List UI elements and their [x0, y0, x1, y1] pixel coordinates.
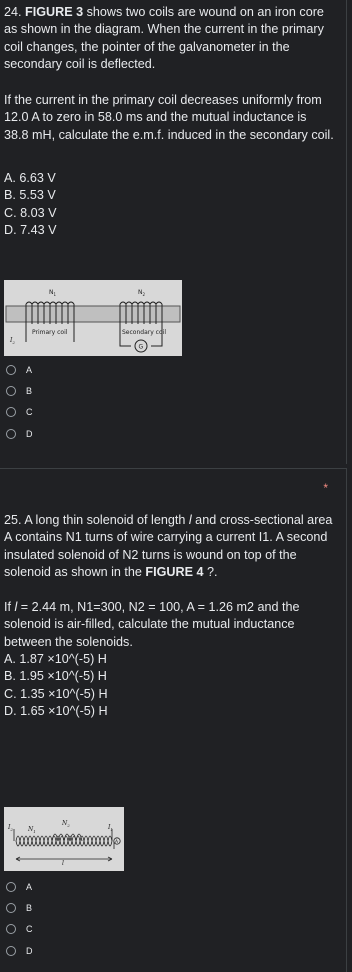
radio-label: D — [26, 429, 33, 439]
radio-option-a[interactable] — [6, 879, 126, 895]
figure-4-image — [4, 807, 124, 871]
option-text-d: D. 7.43 V — [4, 223, 57, 238]
option-text-b: B. 5.53 V — [4, 188, 56, 203]
figure4-i1-label: $I_1$ — [108, 824, 113, 832]
radio-option-c[interactable] — [6, 404, 126, 420]
figure3-galvanometer-label: G — [138, 343, 144, 351]
required-asterisk: * — [323, 481, 328, 495]
radio-label: C — [26, 924, 33, 934]
radio-label: C — [26, 407, 33, 417]
question-24-options-text — [4, 170, 334, 240]
option-text-c: C. 8.03 V — [4, 205, 57, 220]
intro-text-part: A long thin solenoid of length — [21, 513, 189, 527]
radio-option-b[interactable] — [6, 900, 126, 916]
radio-option-d[interactable] — [6, 943, 126, 959]
intro-text-part: ?. — [203, 565, 218, 580]
figure4-i2-label: $I_2$ — [8, 824, 13, 832]
radio-circle[interactable] — [6, 386, 16, 396]
radio-circle[interactable] — [6, 407, 16, 417]
radio-circle[interactable] — [6, 946, 16, 956]
option-text-a: A. 1.87 ×10^(-5) H — [4, 652, 107, 666]
radio-circle[interactable] — [6, 924, 16, 934]
figure-3-image — [4, 280, 182, 356]
question-24-intro — [4, 4, 334, 74]
figure4-n1-label: $N_1$ — [28, 826, 36, 834]
option-text-a: A. 6.63 V — [4, 171, 56, 185]
radio-circle[interactable] — [6, 882, 16, 892]
figure4-ammeter-label: A — [115, 840, 119, 845]
figure3-n2-label: $N_2$ — [138, 289, 146, 297]
question-24-card — [0, 0, 347, 464]
figure-reference: FIGURE 3 — [25, 5, 84, 19]
question-text-part: If — [4, 600, 15, 614]
question-25-intro — [4, 512, 334, 582]
figure4-n2-label: $N_2$ — [62, 820, 70, 828]
figure3-secondary-label: Secondary coil — [122, 329, 166, 336]
question-24-text — [4, 92, 334, 144]
figure3-current-label: $I_2$ — [10, 337, 15, 345]
option-text-b: B. 1.95 ×10^(-5) H — [4, 669, 107, 684]
radio-label: B — [26, 386, 33, 396]
radio-label: B — [26, 903, 33, 913]
question-25-text — [4, 599, 334, 651]
radio-option-a[interactable] — [6, 362, 126, 378]
question-intro-text: shows two coils are wound on an iron core as shown in the diagram. When the current in the primary coil changes, the pointer of the galvanometer in the secondary coil is deflected. — [4, 5, 324, 72]
figure4-length-label: l — [62, 860, 64, 867]
length-symbol: l — [14, 600, 18, 614]
question-25-card — [0, 468, 347, 972]
radio-label: A — [26, 882, 33, 892]
intro-text-part: and cross-sectional area A contains N1 turns of wire carrying a current I1. A second insulated solenoid of N2 turns is wound on top of the solenoid as shown in the — [4, 513, 333, 580]
question-number: 24. — [4, 5, 22, 19]
figure3-primary-label: Primary coil — [32, 329, 68, 336]
figure-reference: FIGURE 4 — [145, 565, 204, 580]
question-number: 25. — [4, 513, 22, 527]
question-25-options-text — [4, 651, 334, 721]
radio-label: D — [26, 946, 33, 956]
question-text: If the current in the primary coil decreases uniformly from 12.0 A to zero in 58.0 ms and the mutual inductance is 38.8 mH, calculate the e.m.f. induced in the secondary coil. — [4, 93, 334, 142]
radio-option-b[interactable] — [6, 383, 126, 399]
length-symbol: l — [188, 513, 192, 527]
option-text-c: C. 1.35 ×10^(-5) H — [4, 686, 108, 701]
radio-option-c[interactable] — [6, 921, 126, 937]
radio-circle[interactable] — [6, 903, 16, 913]
option-text-d: D. 1.65 ×10^(-5) H — [4, 704, 108, 719]
question-text-part: = 2.44 m, N1=300, N2 = 100, A = 1.26 m2 and the solenoid is air-filled, calculate the mutual inductance between the solenoids. — [4, 600, 300, 649]
radio-circle[interactable] — [6, 429, 16, 439]
radio-label: A — [26, 365, 33, 375]
figure3-n1-label: $N_1$ — [49, 289, 57, 297]
radio-option-d[interactable] — [6, 426, 126, 442]
radio-circle[interactable] — [6, 365, 16, 375]
